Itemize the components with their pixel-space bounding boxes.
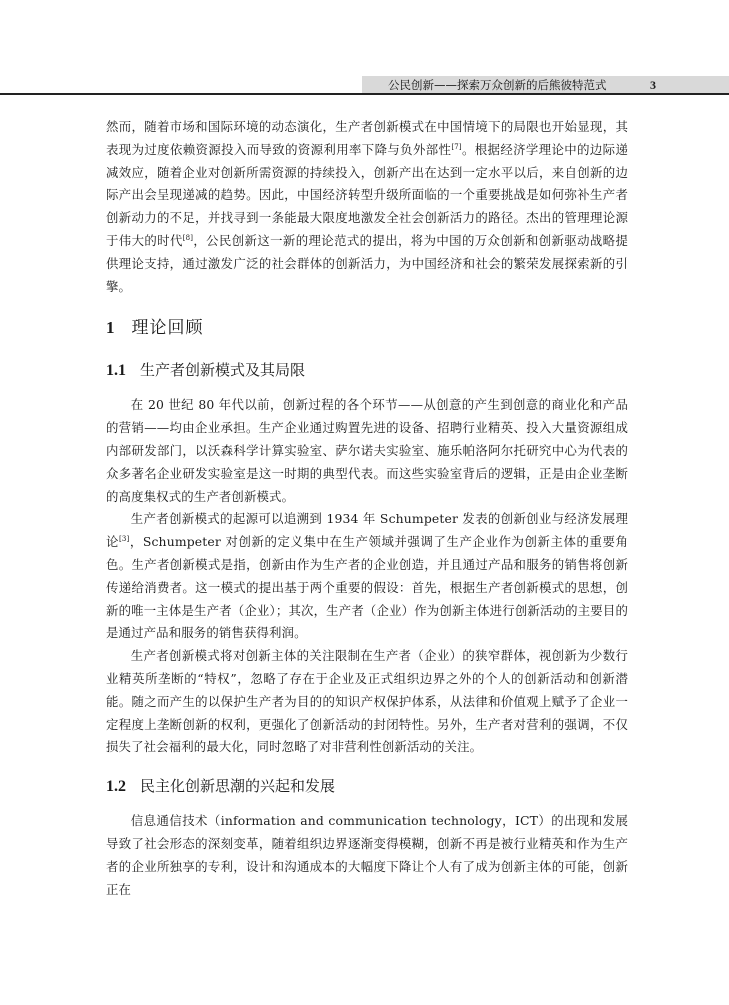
subsection-heading-1-2 <box>106 773 628 800</box>
section-number: 1 <box>106 318 116 338</box>
citation-3: [3] <box>119 535 130 544</box>
citation-7: [7] <box>451 142 462 151</box>
subsection-number: 1.2 <box>106 778 126 796</box>
subsection-title: 民主化创新思潮的兴起和发展 <box>140 777 336 796</box>
main-text <box>106 116 628 901</box>
subsection-number: 1.1 <box>106 362 126 380</box>
running-title: 公民创新——探索万众创新的后熊彼特范式 <box>388 78 607 92</box>
header-rule <box>0 93 729 95</box>
subsection-heading-1-1 <box>106 357 628 384</box>
paragraph-1-1-a: 在 20 世纪 80 年代以前，创新过程的各个环节——从创意的产生到创意的商业化和产品的营销——均由企业承担。生产企业通过购置先进的设备、招聘行业精英、投入大量资源组成内部研发部门，以沃森科学计算实验室、萨尔诺夫实验室、施乐帕洛阿尔托研究中心为代表的众多著名企业研发实验室是这一时期的典型代表。而这些实验室背后的逻辑，正是由企业垄断的高度集权式的生产者创新模式。 <box>106 397 628 504</box>
paragraph-1-2-a: 信息通信技术（information and communication technology，ICT）的出现和发展导致了社会形态的深刻变革，随着组织边界逐渐变得模糊，创新不再是被行业精英和作为生产者的企业所独享的专利，设计和沟通成本的大幅度下降让个人有了成为创新主体的可能，创新正在 <box>106 813 628 897</box>
paragraph-1-1-c: 生产者创新模式将对创新主体的关注限制在生产者（企业）的狭窄群体，视创新为少数行业精英所垄断的“特权”，忽略了存在于企业及正式组织边界之外的个人的创新活动和创新潜能。随之而产生的以保护生产者为目的的知识产权保护体系，从法律和价值观上赋予了企业一定程度上垄断创新的权利，更强化了创新活动的封闭特性。另外，生产者对营利的强调，不仅损失了社会福利的最大化，同时忽略了对非营利性创新活动的关注。 <box>106 648 628 755</box>
section-title: 理论回顾 <box>131 318 204 339</box>
intro-paragraph: 然而，随着市场和国际环境的动态演化，生产者创新模式在中国情境下的局限也开始显现，其表现为过度依赖资源投入而导致的资源利用率下降与负外部性[7]。根据经济学理论中的边际递减效应，随着企业对创新所需资源的持续投入，创新产出在达到一定水平以后，来自创新的边际产出会呈现递减的趋势。因此，中国经济转型升级所面临的一个重要挑战是如何弥补生产者创新动力的不足，并找寻到一条能最大限度地激发全社会创新活力的路径。杰出的管理理论源于伟大的时代[8]，公民创新这一新的理论范式的提出，将为中国的万众创新和创新驱动战略提供理论支持，通过激发广泛的社会群体的创新活力，为中国经济和社会的繁荣发展探索新的引擎。 <box>106 119 628 294</box>
paragraph-1-1-b: 生产者创新模式的起源可以追溯到 1934 年 Schumpeter 发表的创新创业与经济发展理论[3]，Schumpeter 对创新的定义集中在生产领域并强调了生产企业作为创新主体的重要角色。生产者创新模式是指，创新由作为生产者的企业创造，并且通过产品和服务的销售将创新传递给消费者。这一模式的提出基于两个重要的假设：首先，根据生产者创新模式的思想，创新的唯一主体是生产者（企业）；其次，生产者（企业）作为创新主体进行创新活动的主要目的是通过产品和服务的销售获得利润。 <box>106 511 628 641</box>
running-header <box>0 76 729 96</box>
page-number: 3 <box>650 78 656 92</box>
section-heading-1 <box>106 313 628 343</box>
subsection-title: 生产者创新模式及其局限 <box>140 361 306 380</box>
citation-8: [8] <box>182 233 194 242</box>
